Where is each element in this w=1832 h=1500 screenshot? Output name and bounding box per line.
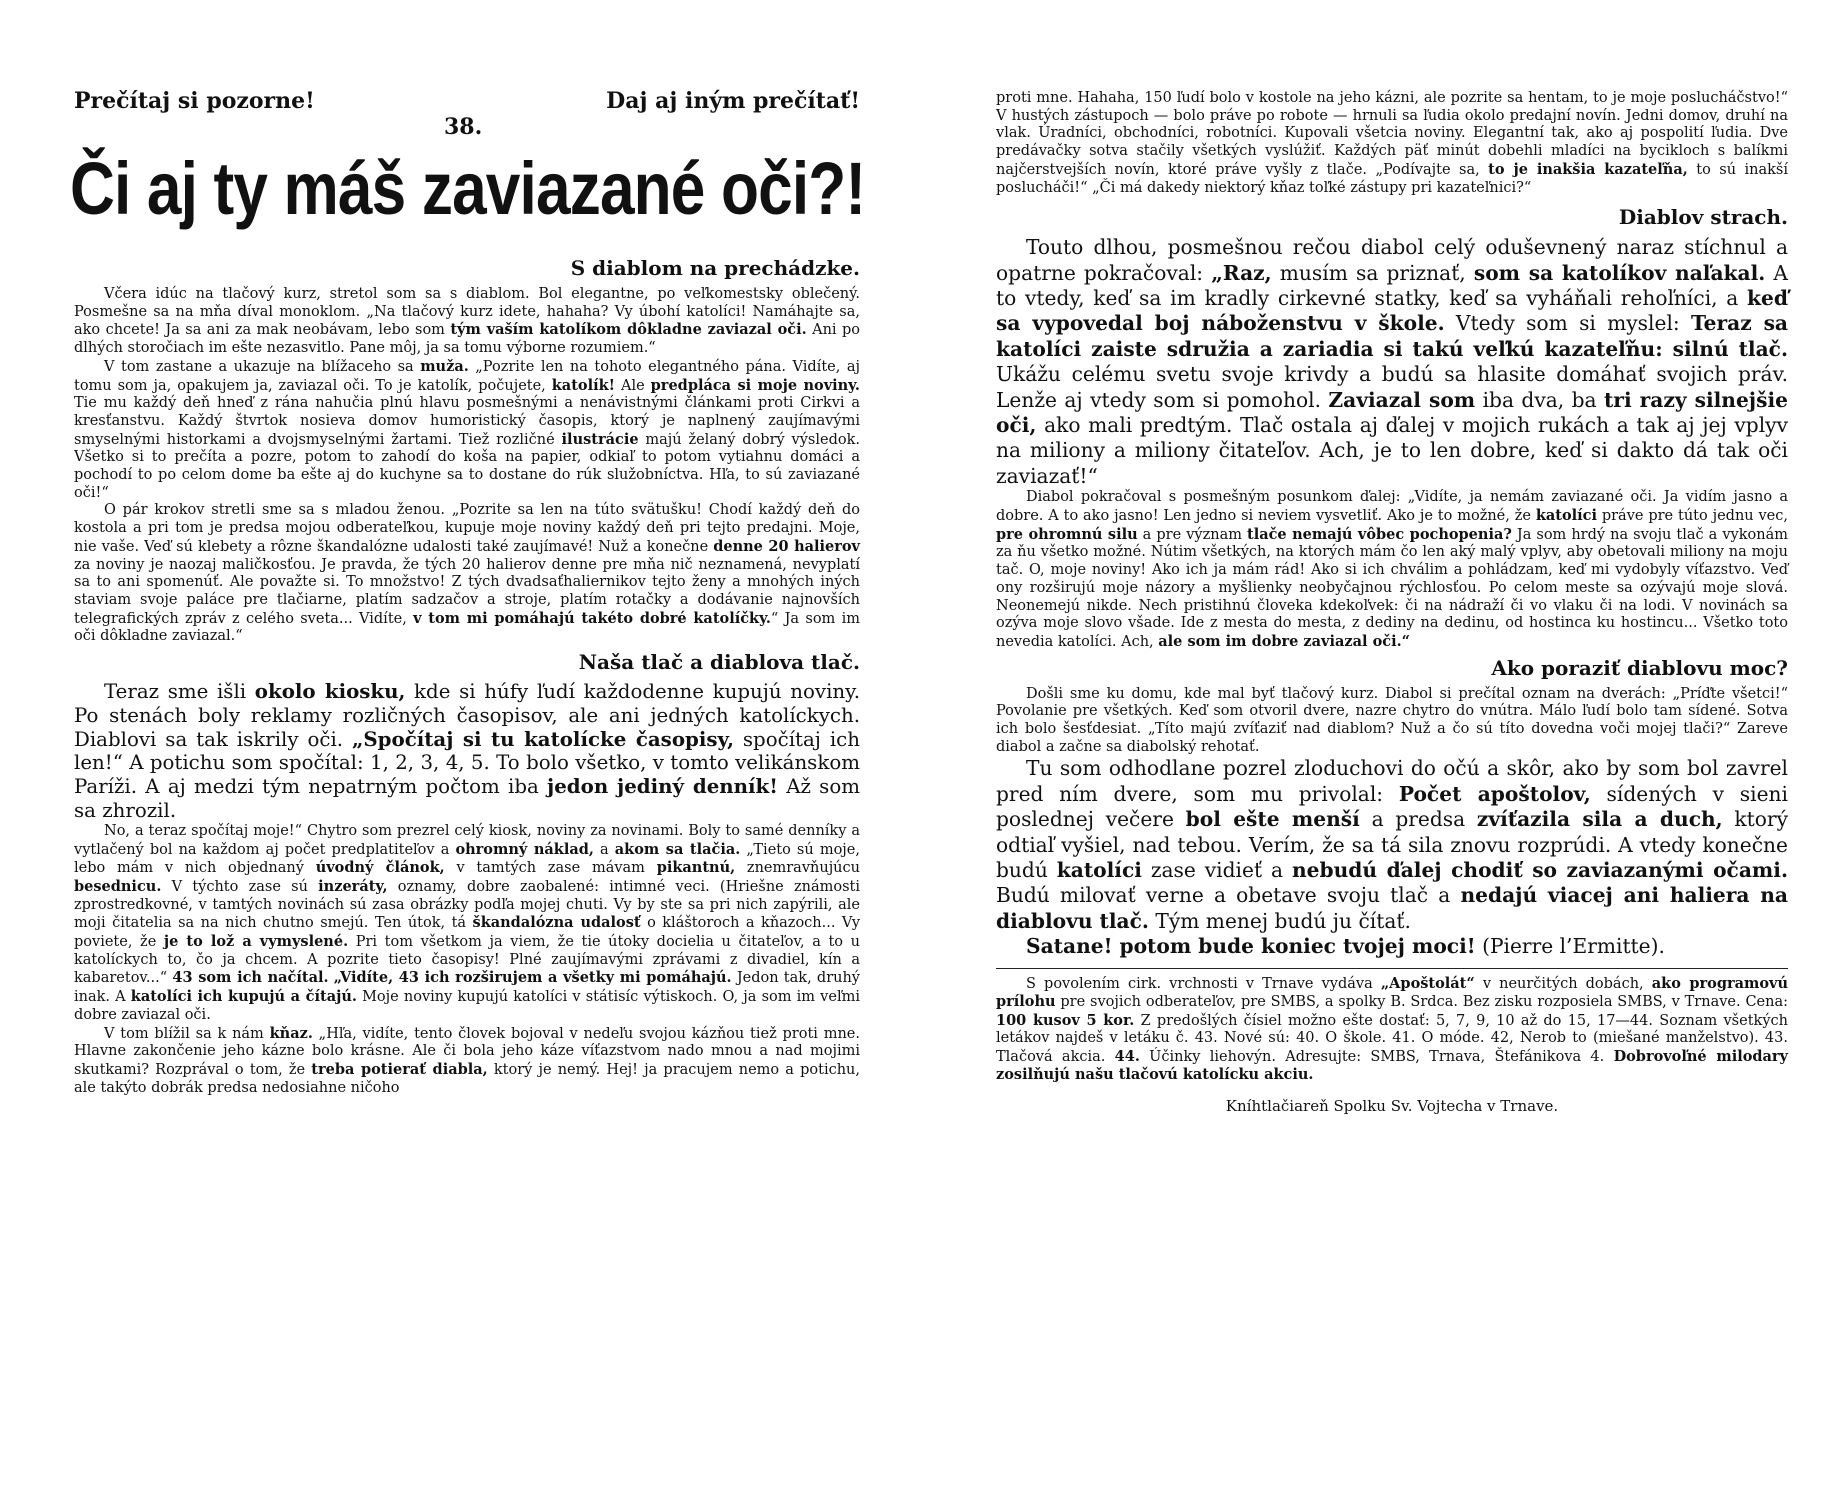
right-column <box>996 90 1788 1115</box>
paragraph: O pár krokov stretli sme sa s mladou ženou. „Pozrite sa len na túto svätušku! Chodí každý deň do kostola a pri tom je predsa mojou odberateľkou, kupuje moje noviny každý deň pri tejto predajni. Moje, nie vaše. Veď sú klebety a rôzne škandalózne udalosti také zaujímavé! Nuž a konečne denne 20 halierov za noviny je naozaj maličkosťou. Je pravda, že tých 20 halierov denne pre mňa nič neznamená, nevyplatí sa to ani spomenúť. Ale považte si. To množstvo! Z tých dvadsaťhaliernikov tejto ženy a mnohých iných staviam svoje paláce pre tlačiarne, platím sadzačov a stroje, platím rotačky a dodávanie najnovších telegrafických zpráv z celého sveta... Vidíte, v tom mi pomáhajú takéto dobré katolíčky.“ Ja som im oči dôkladne zaviazal.“ <box>74 502 860 645</box>
closing-exclamation: Satane! potom bude koniec tvojej moci! <box>1026 934 1476 959</box>
closing-line <box>996 934 1788 959</box>
paragraph: V tom zastane a ukazuje na blížaceho sa muža. „Pozrite len na tohoto elegantného pána. Vidíte, aj tomu som ja, opakujem ja, zaviazal oči. To je katolík, počujete, katolík! Ale predpláca si moje noviny. Tie mu každý deň hneď z rána nahučia plnú hlavu posmešnými a nenávistnými článkami proti Cirkvi a kresťanstvu. Každý štvrtok nosieva domov humoristický časopis, ktorý je naplnený zaujímavými smyselnými historkami a dvojsmyselnými žartami. Tiež rozličné ilustrácie majú želaný dobrý výsledok. Všetko si to prečíta a pozre, potom to zahodí do koša na papier, odkiaľ to potom vytiahnu domáci a pochodí to po celom dome ba ešte aj do kuchyne sa to dostane do rúk služobníctva. Hľa, to sú zaviazané oči!“ <box>74 357 860 501</box>
masthead-right-motto: Daj aj iným prečítať! <box>606 88 860 114</box>
paragraph: Diabol pokračoval s posmešným posunkom ďalej: „Vidíte, ja nemám zaviazané oči. Ja vidím jasno a dobre. A to ako jasno! Len jedno si neviem vysvetliť. Ako je to možné, že katolíci práve pre túto jednu vec, pre ohromnú silu a pre význam tlače nemajú vôbec pochopenia? Ja som hrdý na svoju tlač a vykonám za ňu všetko možné. Nútim všetkých, na ktorých mám čo len aký malý vplyv, aby obetovali miliony na moju tač. O, moje noviny! Ako ich ja mám rád! Ako si ich chválim a pohládzam, keď mi vydobyly víťazstvo. Veď ony rozširujú moje názory a myšlienky neobyčajnou rýchlosťou. Po celom meste sa ozývajú moje slová. Neonemejú nikde. Nech pristihnú človeka kdekoľvek: či na nádraží či vo vlaku či na lodi. V novinách sa ozýva moje slovo všade. Ide z mesta do mesta, z dediny na dedinu, od hostinca ku hostincu... Všetko toto nevedia katolíci. Ach, ale som im dobre zaviazal oči.“ <box>996 489 1788 650</box>
paragraph: Tu som odhodlane pozrel zloduchovi do očú a skôr, ako by som bol zavrel pred ním dvere, som mu privolal: Počet apoštolov, sídených v sieni poslednej večere bol ešte menší a predsa zvíťazila sila a duch, ktorý odtiaľ vyšiel, nad tebou. Verím, že sa tá sila znovu rozprúdi. A vtedy konečne budú katolíci zase vidieť a nebudú ďalej chodiť so zaviazanými očami. Budú milovať verne a obetave svoju tlač a nedajú viacej ani haliera na diablovu tlač. Tým menej budú ju čítať. <box>996 756 1788 933</box>
section-heading: Naša tlač a diablova tlač. <box>578 650 860 675</box>
divider <box>996 968 1788 969</box>
paragraph: No, a teraz spočítaj moje!“ Chytro som prezrel celý kiosk, noviny za novinami. Boly to samé denníky a vytlačený bol na každom aj počet predplatiteľov a ohromný náklad, a akom sa tlačia. „Tieto sú moje, lebo mám v nich objednaný úvodný článok, v tamtých zase mávam pikantnú, znemravňujúcu besednicu. V týchto zase sú inzeráty, oznamy, dobre zaobalené: intimné veci. (Hriešne známosti zprostredkovné, v tamtých novinách sú zasa obrázky podľa mojej chuti. Vy by ste sa pri nich zapýrili, ale moji čitatelia sa na nich chutno smejú. Ten útok, tá škandalózna udalosť o kláštoroch a kňazoch... Vy poviete, že je to lož a vymyslené. Pri tom všetkom ja viem, že tie útoky docielia u čitateľov, a to u katolíckych to, čo ja chcem. A pozrite tieto časopisy! Plné zaujímavými zprávami z divadiel, kín a kabaretov...“ 43 som ich načítal. „Vidíte, 43 ich rozširujem a všetky mi pomáhajú. Jedon tak, druhý inak. A katolíci ich kupujú a čítajú. Moje noviny kupujú katolíci v státisíc výtiskoch. O, ja som im veľmi dobre zaviazal oči. <box>74 822 861 1023</box>
page-title: Či aj ty máš zaviazané oči?! <box>70 147 866 230</box>
section-heading: Diablov strach. <box>1618 205 1788 230</box>
right-page <box>916 0 1832 1500</box>
masthead-left-motto: Prečítaj si pozorne! <box>74 88 315 114</box>
paragraph: Došli sme ku domu, kde mal byť tlačový kurz. Diabol si prečítal oznam na dverách: „Príďte všetci!“ Povolanie pre všetkých. Keď som otvoril dvere, nazre chytro do vnútra. Málo ľudí bolo tam sídené. Sotva ich bolo šesťdesiat. „Títo majú zvíťaziť nad diablom? Nuž a čo sú títo dovedna voči mojej tlači?“ Zareve diabol a začne sa diabolský rehotať. <box>996 685 1788 755</box>
paragraph: Teraz sme išli okolo kiosku, kde si húfy ľudí každodenne kupujú noviny. Po stenách boly reklamy rozličných časopisov, ale ani jedných katolíckych. Diablovi sa tak iskrily oči. „Spočítaj si tu katolícke časopisy, spočítaj ich len!“ A potichu som spočítal: 1, 2, 3, 4, 5. To bolo všetko, v tomto velikánskom Paríži. A aj medzi tým nepatrným počtom iba jedon jediný denník! Až som sa zhrozil. <box>74 679 860 823</box>
author-signature: (Pierre l’Ermitte). <box>1482 934 1665 959</box>
left-column <box>74 252 860 1097</box>
paragraph: proti mne. Hahaha, 150 ľudí bolo v kostole na jeho kázni, ale pozrite sa hentam, to je moje poslucháčstvo!“ V hustých zástupoch — bolo práve po robote — hrnuli sa ľudia okolo predajní novín. Jedni domov, druhí na vlak. Úradníci, obchodníci, robotníci. Kupovali všetcia noviny. Elegantní tak, ako aj pospolití ľudia. Dve predávačky sotva stačily všetkých vyslúžiť. Každých päť minút dobehli mladíci na bycikloch s balíkmi najčerstvejších novín, ktoré práve vyšly z tlače. „Podívajte sa, to je inakšia kazateľňa, to sú inakší poslucháči!“ „Či má dakedy niektorý kňaz toľké zástupy pri kazateľnici?“ <box>996 90 1788 196</box>
publisher-notice: S povolením cirk. vrchnosti v Trnave vydáva „Apoštolát“ v neurčitých dobách, ako programovú prílohu pre svojich odberateľov, pre SMBS, a spolky B. Srdca. Bez zisku rozposiela SMBS, v Trnave. Cena: 100 kusov 5 kor. Z predošlých čísiel možno ešte dostať: 5, 7, 9, 10 až do 15, 17—44. Soznam všetkých letákov najdeš v letáku č. 43. Nové sú: 40. O škole. 41. O móde. 42, Nerob to (miešané manželstvo). 43. Tlačová akcia. 44. Účinky liehovýn. Adresujte: SMBS, Trnava, Štefánikova 4. Dobrovoľné milodary zosilňujú našu tlačovú katolícku akciu. <box>996 974 1789 1084</box>
masthead <box>74 88 860 138</box>
section-heading: S diablom na prechádzke. <box>570 256 860 280</box>
section-heading: Ako poraziť diablovu moc? <box>1491 655 1788 680</box>
paragraph: V tom blížil sa k nám kňaz. „Hľa, vidíte, tento človek bojoval v nedeľu svojou kázňou tiež proti mne. Hlavne zakončenie jeho kázne bolo krásne. Ale či bola jeho káze víťazstvom nado mnou a nad mojimi skutkami? Rozprával o tom, že treba potierať diabla, ktorý je nemý. Hej! ja pracujem nemo a potichu, ale takýto dobrák predsa nedosiahne ničoho <box>74 1024 860 1096</box>
printer-imprint: Kníhtlačiareň Spolku Sv. Vojtecha v Trnave. <box>1225 1096 1559 1115</box>
issue-number: 38. <box>444 114 483 140</box>
paragraph: Včera idúc na tlačový kurz, stretol som sa s diablom. Bol elegantne, po veľkomestsky oblečený. Posmešne sa na mňa díval monoklom. „Na tlačový kurz idete, hahaha? Vy úbohí katolíci! Namáhajte sa, ako chcete! Ja sa ani za mak neobávam, lebo som tým vaším katolíkom dôkladne zaviazal oči. Ani po dlhých storočiach im ešte nezasvitlo. Pane môj, ja sa tomu výborne rozumiem.“ <box>74 286 860 357</box>
paragraph: Touto dlhou, posmešnou rečou diabol celý oduševnený naraz stíchnul a opatrne pokračoval: „Raz, musím sa priznať, som sa katolíkov naľakal. A to vtedy, keď sa im kradly cirkevné statky, keď sa vyháňali rehoľníci, a keď sa vypovedal boj náboženstvu v škole. Vtedy som si myslel: Teraz sa katolíci zaiste sdružia a zariadia si takú veľkú kazateľňu: silnú tlač. Ukážu celému svetu svoje krivdy a budú sa hlasite domáhať svojich práv. Lenže aj vtedy som si pomohol. Zaviazal som iba dva, ba tri razy silnejšie oči, ako mali predtým. Tlač ostala aj ďalej v mojich rukách a tak aj jej vplyv na miliony a miliony čitateľov. Ach, je to len dobre, keď si dakto dá tak oči zaviazať!“ <box>996 235 1789 488</box>
